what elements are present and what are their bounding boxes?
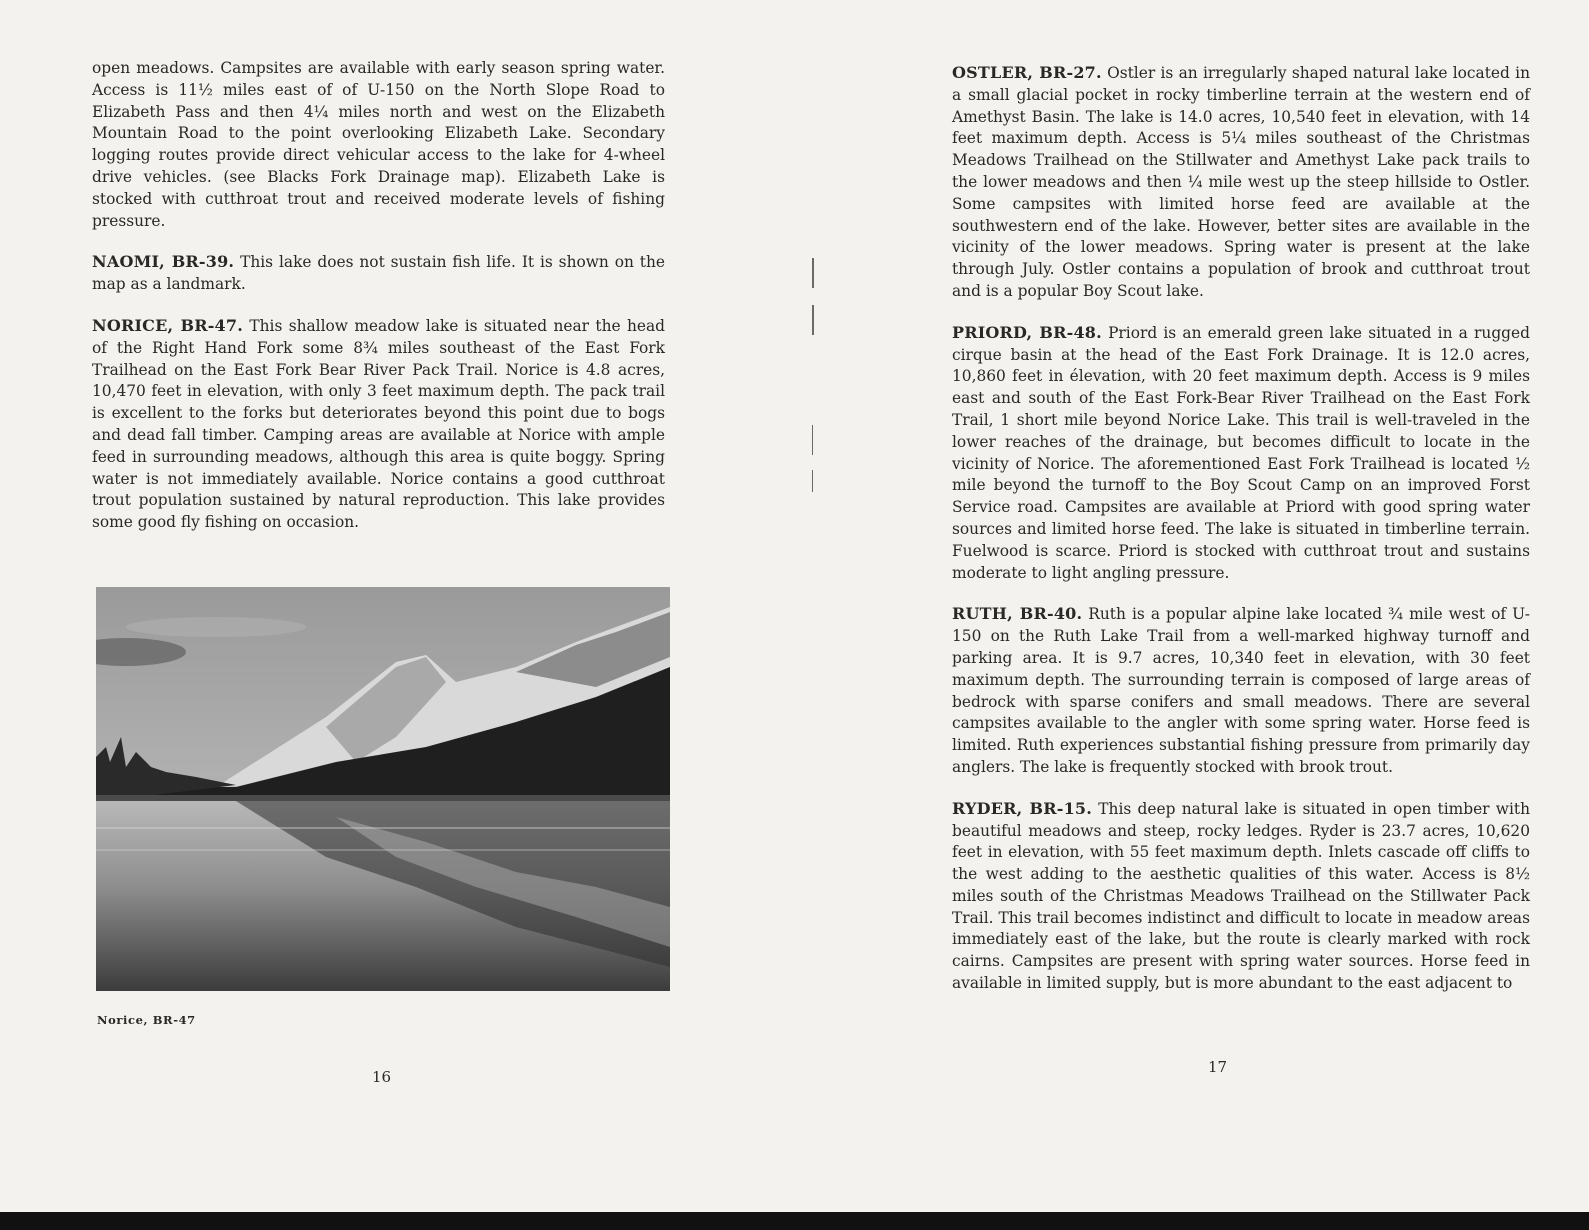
entry-text: Ruth is a popular alpine lake located ¾ mile west of U-150 on the Ruth Lake Trail from a well-marked highway turnoff and parking area. It is 9.7 acres, 10,340 feet in elevation, with 30 feet maximum depth. The surrounding terrain is composed of large areas of bedrock with sparse conifers and small meadows. There are several campsites available to the angler with some spring water. Horse feed is limited. Ruth experiences substantial fishing pressure from primarily day anglers. The lake is frequently stocked with brook trout. [952,605,1530,776]
entry-text: This deep natural lake is situated in open timber with beautiful meadows and steep, rocky ledges. Ryder is 23.7 acres, 10,620 feet in elevation, with 55 feet maximum depth. Inlets cascade off cliffs to the west adding to the aesthetic qualities of this water. Access is 8½ miles south of the Christmas Meadows Trailhead on the Stillwater Pack Trail. This trail becomes indistinct and difficult to locate in meadow areas immediately east of the lake, but the route is clearly marked with rock cairns. Campsites are present with spring water sources. Horse feed in available in limited supply, but is more abundant to the east adjacent to [952,799,1530,993]
entry-name: NAOMI, BR-39. [92,252,235,272]
entry-name: OSTLER, BR-27. [952,63,1102,82]
entry-ostler [952,62,1530,303]
entry-text: Priord is an emerald green lake situated in a rugged cirque basin at the head of the East Fork Drainage. It is 12.0 acres, 10,860 feet in élevation, with 20 feet maximum depth. Access is 9 miles east and south of the East Fork-Bear River Trailhead on the East Fork Trail, 1 short mile beyond Norice Lake. This trail is well-traveled in the lower reaches of the drainage, but becomes difficult to locate in the vicinity of Norice. The aforementioned East Fork Trailhead is located ½ mile beyond the turnoff to the Boy Scout Camp on an improved Forst Service road. Campsites are available at Priord with good spring water sources and limited horse feed. The lake is situated in timberline terrain. Fuelwood is scarce. Priord is stocked with cutthroat trout and sustains moderate to light angling pressure. [952,323,1530,582]
entry-name: RUTH, BR-40. [952,604,1083,624]
entry-name: NORICE, BR-47. [92,315,243,335]
entry-priord [952,322,1530,585]
right-page [800,0,1589,1200]
entry-name: RYDER, BR-15. [952,798,1093,818]
lake-photo [96,587,670,991]
entry-norice [92,315,665,534]
right-text-column [952,62,1530,1014]
page-number-right: 17 [1208,1058,1228,1076]
entry-ryder [952,798,1530,995]
left-page [0,0,780,1200]
entry-text: This lake does not sustain fish life. It is shown on the map as a landmark. [92,253,665,294]
intro-paragraph: open meadows. Campsites are available with early season spring water. Access is 11½ miles east of of U-150 on the North Slope Road to Elizabeth Pass and then 4¼ miles north and west on the Elizabeth Mountain Road to the point overlooking Elizabeth Lake. Secondary logging routes provide direct vehicular access to the lake for 4-wheel drive vehicles. (see Blacks Fork Drainage map). Elizabeth Lake is stocked with cutthroat trout and received moderate levels of fishing pressure. [92,59,665,230]
photo-caption: Norice, BR-47 [97,1013,196,1027]
left-text-column [92,58,665,553]
entry-text: This shallow meadow lake is situated near the head of the Right Hand Fork some 8¾ miles southeast of the East Fork Trailhead on the East Fork Bear River Pack Trail. Norice is 4.8 acres, 10,470 feet in elevation, with only 3 feet maximum depth. The pack trail is excellent to the forks but deteriorates beyond this point due to bogs and dead fall timber. Camping areas are available at Norice with ample feed in surrounding meadows, although this area is quite boggy. Spring water is not immediately available. Norice contains a good cutthroat trout population sustained by natural reproduction. This lake provides some good fly fishing on occasion. [92,316,665,532]
page-number-left: 16 [372,1068,392,1086]
entry-naomi [92,251,665,296]
entry-name: PRIORD, BR-48. [952,322,1102,342]
entry-ruth [952,603,1530,778]
entry-text: Ostler is an irregularly shaped natural lake located in a small glacial pocket in rocky timberline terrain at the western end of Amethyst Basin. The lake is 14.0 acres, 10,540 feet in elevation, with 14 feet maximum depth. Access is 5¼ miles southeast of the Christmas Meadows Trailhead on the Stillwater and Amethyst Lake pack trails to the lower meadows and then ¼ mile west up the steep hillside to Ostler. Some campsites with limited horse feed are available at the southwestern end of the lake. However, better sites are available in the vicinity of the lower meadows. Spring water is present at the lake through July. Ostler contains a population of brook and cutthroat trout and is a popular Boy Scout lake. [952,64,1530,300]
scan-edge-band [0,1212,1589,1230]
